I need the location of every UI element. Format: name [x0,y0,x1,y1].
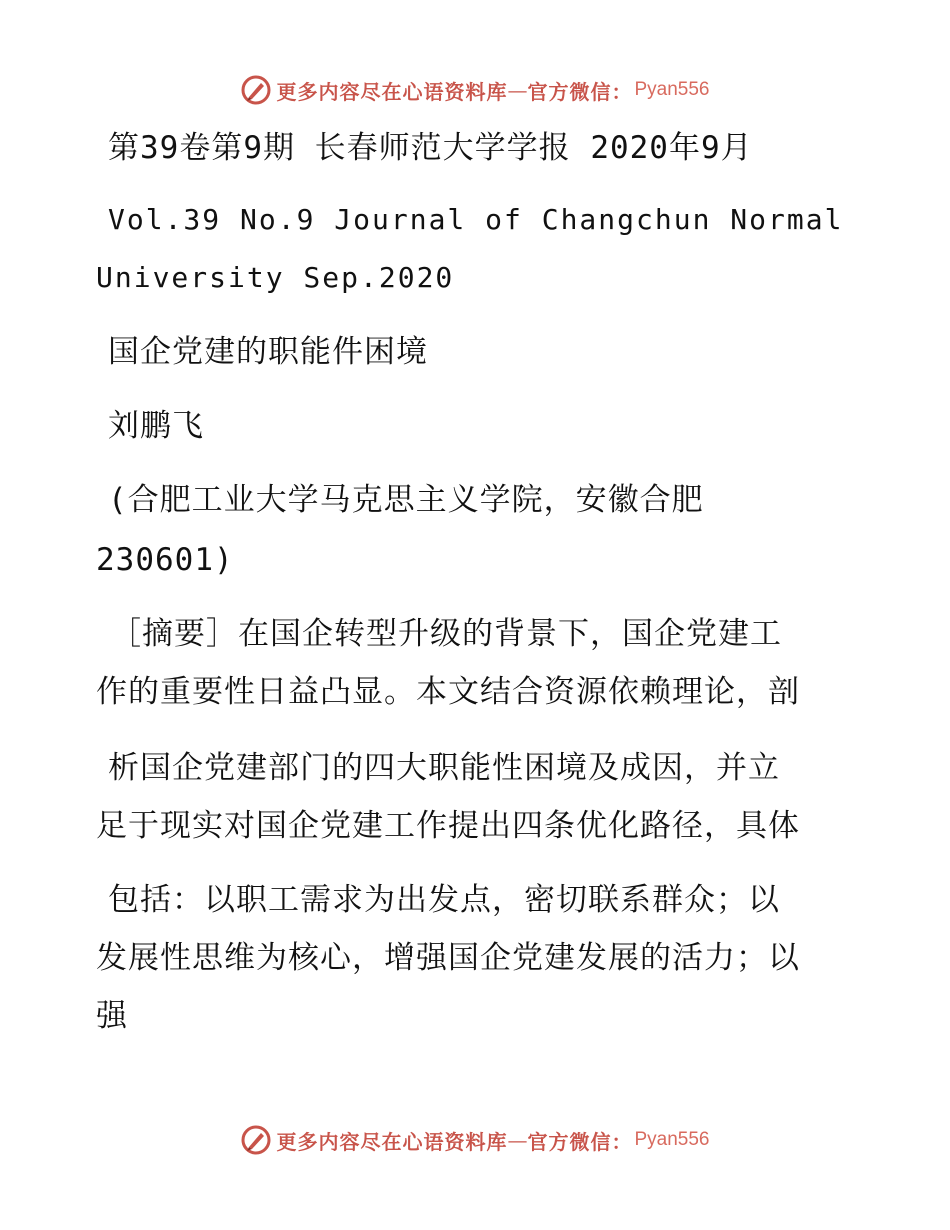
banner-wechat-id: Pyan556 [634,79,710,100]
abstract-line: 包括：以职工需求为出发点，密切联系群众；以 [108,882,780,918]
abstract-line: ［摘要］在国企转型升级的背景下，国企党建工 [110,616,782,652]
author-name: 刘鹏飞 [108,408,204,444]
affiliation-line-1: (合肥工业大学马克思主义学院，安徽合肥 [108,482,704,518]
footer-banner [0,1120,950,1160]
abstract-line: 析国企党建部门的四大职能性困境及成因，并立 [108,750,780,786]
abstract-line: 足于现实对国企党建工作提出四条优化路径，具体 [96,808,800,844]
article-title: 国企党建的职能件困境 [108,334,428,370]
affiliation-line-2: 230601) [96,542,234,578]
abstract-line: 发展性思维为核心，增强国企党建发展的活力；以 [96,940,800,976]
banner-dash: — [507,78,528,102]
abstract-line: 作的重要性日益凸显。本文结合资源依赖理论，剖 [96,674,800,710]
banner-dash: — [507,1128,528,1152]
banner-wechat-id: Pyan556 [634,1129,710,1150]
pen-logo-icon [240,1124,272,1156]
issue-en-line-1: Vol.39 No.9 Journal of Changchun Normal [108,203,844,236]
abstract-line: 强 [96,998,128,1034]
banner-wechat-label: 官方微信： [527,79,633,104]
banner-wechat-label: 官方微信： [527,1129,633,1154]
issue-en-line-2: University Sep.2020 [96,261,455,294]
header-banner [0,70,950,110]
banner-text: 更多内容尽在心语资料库 [276,79,508,104]
pen-logo-icon [240,74,272,106]
banner-text: 更多内容尽在心语资料库 [276,1129,508,1154]
issue-line: 第39卷第9期 长春师范大学学报 2020年9月 [108,130,753,166]
